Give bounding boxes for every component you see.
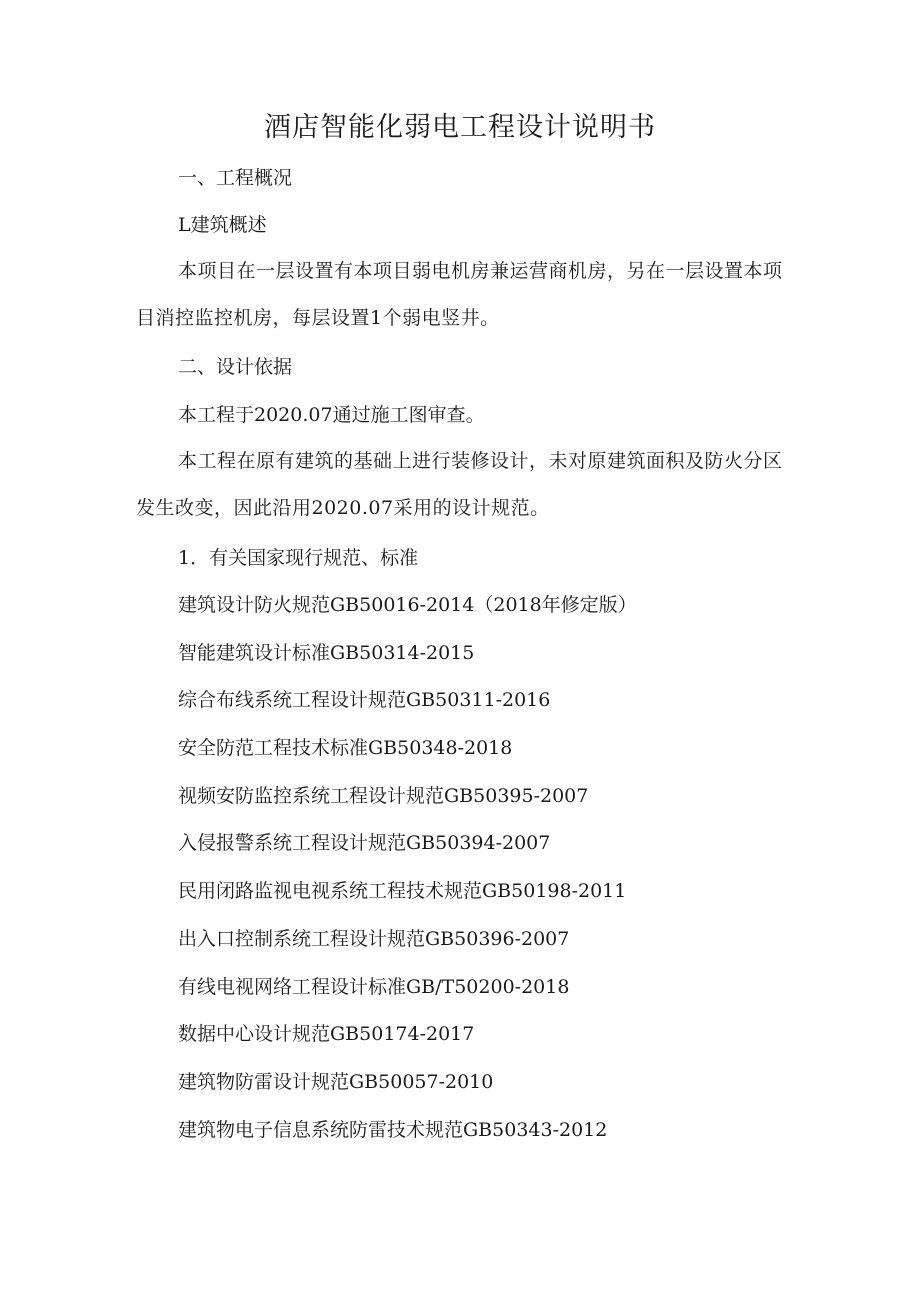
section-heading-basis: 二、设计依据	[178, 356, 293, 378]
standard-item: 建筑物电子信息系统防雷技术规范GB50343-2012	[178, 1119, 608, 1141]
standard-item: 有线电视网络工程设计标准GB/T50200-2018	[178, 976, 570, 998]
standard-item: 建筑设计防火规范GB50016-2014（2018年修定版）	[178, 594, 637, 616]
paragraph-renovation: 本工程在原有建筑的基础上进行装修设计，未对原建筑面积及防火分区发生改变，因此沿用2020.07采用的设计规范。	[136, 450, 783, 519]
list-heading-standards: 1．有关国家现行规范、标准	[178, 547, 419, 569]
paragraph-building-overview: 本项目在一层设置有本项目弱电机房兼运营商机房，另在一层设置本项目消控监控机房，每层设置1个弱电竖井。	[136, 260, 783, 329]
standard-item: 安全防范工程技术标准GB50348-2018	[178, 737, 513, 759]
subsection-heading-building: L建筑概述	[178, 214, 267, 236]
standard-item: 建筑物防雷设计规范GB50057-2010	[178, 1071, 494, 1093]
standard-item: 综合布线系统工程设计规范GB50311-2016	[178, 689, 551, 711]
standard-item: 民用闭路监视电视系统工程技术规范GB50198-2011	[178, 880, 627, 902]
standard-item: 数据中心设计规范GB50174-2017	[178, 1023, 475, 1045]
standard-item: 出入口控制系统工程设计规范GB50396-2007	[178, 928, 570, 950]
section-heading-overview: 一、工程概况	[178, 167, 293, 189]
document-title: 酒店智能化弱电工程设计说明书	[264, 112, 656, 143]
standard-item: 视频安防监控系统工程设计规范GB50395-2007	[178, 785, 589, 807]
standard-item: 入侵报警系统工程设计规范GB50394-2007	[178, 832, 551, 854]
paragraph-review-date: 本工程于2020.07通过施工图审查。	[178, 404, 485, 426]
standard-item: 智能建筑设计标准GB50314-2015	[178, 642, 475, 664]
